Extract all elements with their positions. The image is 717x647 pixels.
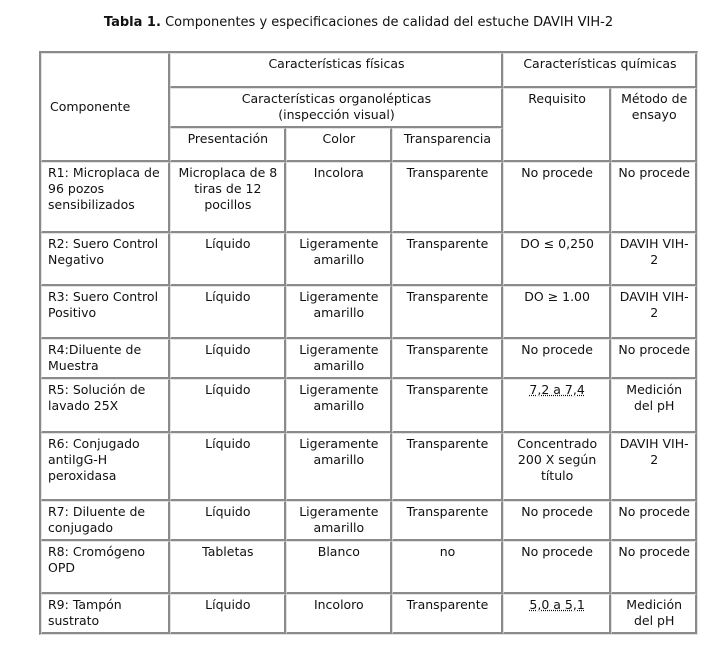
cell-componente: R8: Cromógeno OPD	[41, 541, 170, 594]
header-organolepticas	[170, 88, 503, 128]
header-organolepticas-line1: Características organolépticas	[241, 91, 432, 106]
header-organolepticas-line2: (inspección visual)	[278, 107, 395, 122]
cell-metodo: No procede	[611, 501, 697, 541]
header-color: Color	[286, 128, 393, 162]
cell-componente: R3: Suero Control Positivo	[41, 286, 170, 339]
cell-color: Ligeramente amarillo	[286, 433, 393, 501]
cell-metodo: DAVIH VIH-2	[611, 233, 697, 286]
cell-transparencia: Transparente	[392, 233, 503, 286]
cell-requisito: No procede	[503, 501, 612, 541]
cell-transparencia: Transparente	[392, 286, 503, 339]
table-caption	[0, 15, 717, 30]
cell-presentacion: Tabletas	[170, 541, 285, 594]
cell-presentacion: Líquido	[170, 286, 285, 339]
table-row	[41, 339, 697, 379]
cell-transparencia: Transparente	[392, 433, 503, 501]
cell-requisito: Concentrado 200 X según título	[503, 433, 612, 501]
cell-transparencia: Transparente	[392, 379, 503, 433]
cell-transparencia: Transparente	[392, 501, 503, 541]
cell-color: Ligeramente amarillo	[286, 339, 393, 379]
cell-componente: R2: Suero Control Negativo	[41, 233, 170, 286]
specifications-table	[39, 51, 698, 635]
cell-requisito	[503, 594, 612, 634]
cell-color: Ligeramente amarillo	[286, 379, 393, 433]
cell-componente: R6: Conjugado antiIgG-H peroxidasa	[41, 433, 170, 501]
cell-color: Ligeramente amarillo	[286, 501, 393, 541]
cell-metodo: No procede	[611, 162, 697, 233]
cell-requisito: No procede	[503, 339, 612, 379]
header-componente: Componente	[41, 53, 170, 162]
cell-requisito: DO ≤ 0,250	[503, 233, 612, 286]
cell-transparencia: Transparente	[392, 162, 503, 233]
cell-transparencia: Transparente	[392, 339, 503, 379]
cell-color: Ligeramente amarillo	[286, 286, 393, 339]
cell-metodo: DAVIH VIH-2	[611, 286, 697, 339]
cell-color: Ligeramente amarillo	[286, 233, 393, 286]
cell-presentacion: Líquido	[170, 433, 285, 501]
cell-requisito-value: 5,0 a 5,1	[529, 597, 585, 612]
table-row	[41, 594, 697, 634]
cell-presentacion: Líquido	[170, 379, 285, 433]
cell-metodo: No procede	[611, 339, 697, 379]
cell-metodo: Medición del pH	[611, 379, 697, 433]
table-row	[41, 501, 697, 541]
cell-presentacion: Líquido	[170, 501, 285, 541]
cell-componente: R7: Diluente de conjugado	[41, 501, 170, 541]
table-row	[41, 433, 697, 501]
header-caracteristicas-quimicas: Características químicas	[503, 53, 697, 88]
cell-color: Incoloro	[286, 594, 393, 634]
cell-presentacion: Líquido	[170, 594, 285, 634]
cell-componente: R5: Solución de lavado 25X	[41, 379, 170, 433]
table-row	[41, 379, 697, 433]
cell-componente: R1: Microplaca de 96 pozos sensibilizados	[41, 162, 170, 233]
cell-requisito: No procede	[503, 162, 612, 233]
cell-metodo: DAVIH VIH-2	[611, 433, 697, 501]
cell-requisito-value: 7,2 a 7,4	[529, 382, 585, 397]
header-transparencia: Transparencia	[392, 128, 503, 162]
cell-metodo: No procede	[611, 541, 697, 594]
cell-componente: R9: Tampón sustrato	[41, 594, 170, 634]
cell-transparencia: no	[392, 541, 503, 594]
cell-metodo: Medición del pH	[611, 594, 697, 634]
cell-color: Blanco	[286, 541, 393, 594]
header-presentacion: Presentación	[170, 128, 285, 162]
table-row	[41, 233, 697, 286]
table-row	[41, 162, 697, 233]
table-row	[41, 286, 697, 339]
cell-presentacion: Líquido	[170, 233, 285, 286]
cell-componente: R4:Diluente de Muestra	[41, 339, 170, 379]
header-caracteristicas-fisicas: Características físicas	[170, 53, 503, 88]
cell-requisito	[503, 379, 612, 433]
caption-text: Componentes y especificaciones de calidad del estuche DAVIH VIH-2	[165, 15, 614, 30]
header-requisito: Requisito	[503, 88, 612, 162]
cell-transparencia: Transparente	[392, 594, 503, 634]
cell-requisito: No procede	[503, 541, 612, 594]
caption-label: Tabla 1.	[103, 15, 161, 30]
table-row	[41, 541, 697, 594]
header-metodo: Método de ensayo	[611, 88, 697, 162]
cell-color: Incolora	[286, 162, 393, 233]
cell-presentacion: Microplaca de 8 tiras de 12 pocillos	[170, 162, 285, 233]
cell-requisito: DO ≥ 1.00	[503, 286, 612, 339]
cell-presentacion: Líquido	[170, 339, 285, 379]
